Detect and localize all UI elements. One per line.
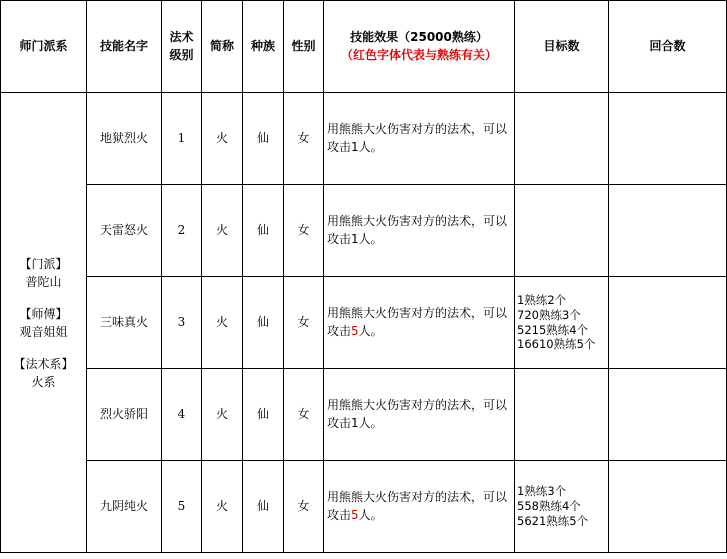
skill-row [1,277,727,369]
effect-count: 1 [351,415,359,430]
skill-row [1,185,727,277]
skill-row [1,369,727,461]
master-label: 【师傅】 [19,306,68,321]
skill-race: 仙 [243,93,284,185]
skill-name: 烈火骄阳 [87,369,162,461]
skill-row [1,93,727,185]
target-line: 5621熟练5个 [517,513,589,528]
skill-rounds [609,369,727,461]
effect-text: 用熊熊大火伤害对方的法术，可以攻击 [327,214,508,246]
target-line: 1熟练2个 [517,292,567,307]
header-spell-level-line1: 法术 [169,30,194,45]
effect-suffix: 人。 [358,415,383,430]
type-value: 火系 [31,374,56,389]
skill-targets [515,93,609,185]
header-skill-name: 技能名字 [87,1,162,93]
effect-suffix: 人。 [358,323,383,338]
skill-effect [324,93,515,185]
target-line: 1熟练3个 [517,484,567,499]
effect-suffix: 人。 [358,139,383,154]
header-short-name: 简称 [202,1,243,93]
header-school: 师门派系 [1,1,87,93]
skill-targets [515,369,609,461]
type-label: 【法术系】 [13,356,74,371]
skill-gender: 女 [284,93,324,185]
target-line: 558熟练4个 [517,499,581,514]
skill-row [1,461,727,553]
skill-gender: 女 [284,277,324,369]
school-cell [1,93,87,553]
target-line: 720熟练3个 [517,307,581,322]
header-spell-level [162,1,202,93]
effect-text: 用熊熊大火伤害对方的法术，可以攻击 [327,490,508,522]
effect-count: 5 [351,507,359,522]
skill-rounds [609,277,727,369]
target-line: 5215熟练4个 [517,322,589,337]
effect-text: 用熊熊大火伤害对方的法术，可以攻击 [327,398,508,430]
skill-gender: 女 [284,185,324,277]
header-targets: 目标数 [515,1,609,93]
skill-race: 仙 [243,185,284,277]
effect-count: 5 [351,323,359,338]
skill-name: 九阴纯火 [87,461,162,553]
skill-race: 仙 [243,277,284,369]
skill-level: 1 [162,93,202,185]
skill-short: 火 [202,461,243,553]
effect-suffix: 人。 [358,231,383,246]
sect-value: 普陀山 [25,274,62,289]
effect-text: 用熊熊大火伤害对方的法术，可以攻击 [327,306,508,338]
skill-gender: 女 [284,369,324,461]
skill-targets [515,277,609,369]
skill-targets [515,185,609,277]
skill-targets [515,461,609,553]
effect-suffix: 人。 [358,507,383,522]
header-spell-level-line2: 级别 [169,47,194,62]
skill-effect [324,185,515,277]
header-effect-note: （红色字体代表与熟练有关） [340,47,497,62]
skill-rounds [609,461,727,553]
skill-race: 仙 [243,369,284,461]
skill-race: 仙 [243,461,284,553]
skill-level: 4 [162,369,202,461]
skill-name: 天雷怒火 [87,185,162,277]
header-rounds: 回合数 [609,1,727,93]
skill-level: 2 [162,185,202,277]
header-race: 种族 [243,1,284,93]
skill-effect [324,277,515,369]
master-value: 观音姐姐 [19,324,68,339]
skill-level: 3 [162,277,202,369]
skill-short: 火 [202,93,243,185]
effect-count: 1 [351,139,359,154]
header-effect [324,1,515,93]
header-effect-title: 技能效果（25000熟练） [350,30,488,45]
skill-rounds [609,185,727,277]
sect-label: 【门派】 [19,256,68,271]
skill-name: 三味真火 [87,277,162,369]
skill-short: 火 [202,369,243,461]
skill-rounds [609,93,727,185]
header-row [1,1,727,93]
skill-name: 地狱烈火 [87,93,162,185]
skill-short: 火 [202,277,243,369]
effect-count: 1 [351,231,359,246]
skill-gender: 女 [284,461,324,553]
skill-effect [324,369,515,461]
effect-text: 用熊熊大火伤害对方的法术，可以攻击 [327,122,508,154]
target-line: 16610熟练5个 [517,337,596,352]
skill-effect [324,461,515,553]
skill-short: 火 [202,185,243,277]
header-gender: 性别 [284,1,324,93]
skill-level: 5 [162,461,202,553]
